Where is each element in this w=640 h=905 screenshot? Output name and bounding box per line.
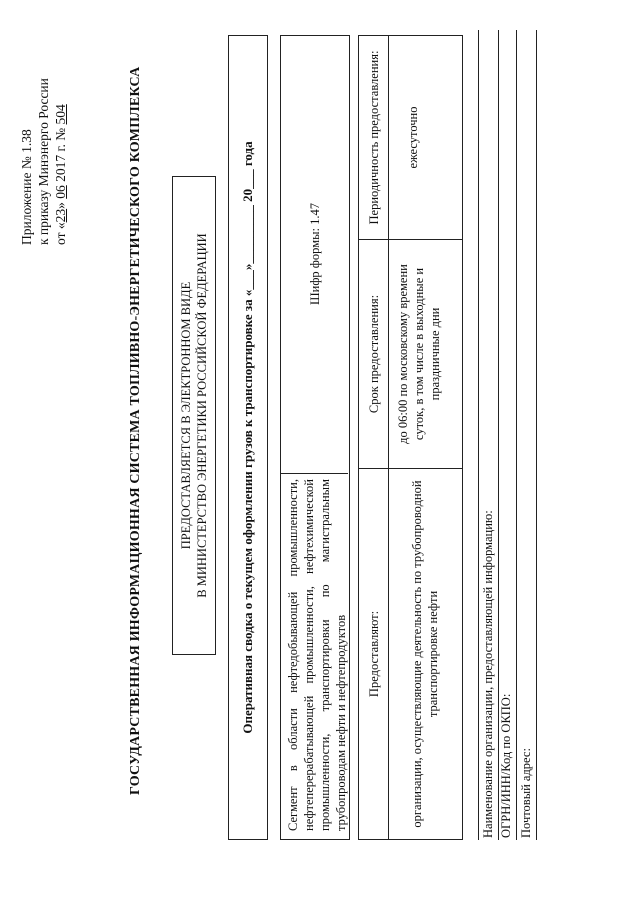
header-frequency: Периодичность предоставления: bbox=[367, 50, 381, 225]
appendix-day: 23 bbox=[53, 208, 68, 223]
appendix-number: Приложение № 1.38 bbox=[19, 129, 34, 245]
appendix-order: к приказу Минэнерго России bbox=[36, 78, 51, 245]
cell-frequency: ежесуточно bbox=[406, 106, 420, 169]
submission-line-1: ПРЕДОСТАВЛЯЕТСЯ В ЭЛЕКТРОННОМ ВИДЕ bbox=[179, 281, 193, 550]
address-underline bbox=[536, 30, 537, 840]
report-title: Оперативная сводка о текущем оформлении грузов к транспортировке за «___»_________ 20___ года bbox=[240, 141, 255, 734]
segment-divider bbox=[281, 473, 348, 474]
ogrn-underline bbox=[516, 30, 517, 840]
appendix-order-number: 504 bbox=[53, 104, 68, 125]
segment-box bbox=[280, 35, 350, 840]
appendix-month: 06 bbox=[53, 185, 68, 199]
report-title-box bbox=[228, 35, 268, 840]
submission-table bbox=[358, 35, 463, 840]
submission-box bbox=[172, 176, 216, 655]
organization-info bbox=[478, 30, 538, 840]
ogrn-label: ОГРН/ИНН/Код по ОКПО: bbox=[499, 693, 513, 838]
cell-providers: организации, осуществляющие деятельность по трубопроводной транспортировке нефти bbox=[410, 480, 440, 828]
segment-text: Сегмент в области нефтедобывающей промышленности, нефтеперерабатывающей промышленности, нефтехимической промышленности, транспортировки по магистральным трубопроводам нефти и нефтепродуктов bbox=[286, 479, 348, 831]
table-header-line bbox=[388, 36, 389, 839]
system-title: ГОСУДАРСТВЕННАЯ ИНФОРМАЦИОННАЯ СИСТЕМА ТОПЛИВНО-ЭНЕРГЕТИЧЕСКОГО КОМПЛЕКСА bbox=[128, 66, 143, 795]
cell-deadline: до 06:00 по московскому времени суток, в том числе в выходные и праздничные дни bbox=[396, 264, 442, 444]
submission-line-2: В МИНИСТЕРСТВО ЭНЕРГЕТИКИ РОССИЙСКОЙ ФЕДЕРАЦИИ bbox=[195, 233, 209, 598]
header-providers: Предоставляют: bbox=[367, 610, 381, 698]
address-label: Почтовый адрес: bbox=[519, 748, 533, 838]
form-code: Шифр формы: 1.47 bbox=[308, 203, 322, 305]
appendix-block bbox=[18, 15, 69, 245]
appendix-date-line: от «23» 06 2017 г. № 504 bbox=[53, 104, 68, 245]
header-deadline: Срок предоставления: bbox=[367, 294, 381, 414]
org-name-label: Наименование организации, предоставляющей информацию: bbox=[481, 510, 495, 838]
